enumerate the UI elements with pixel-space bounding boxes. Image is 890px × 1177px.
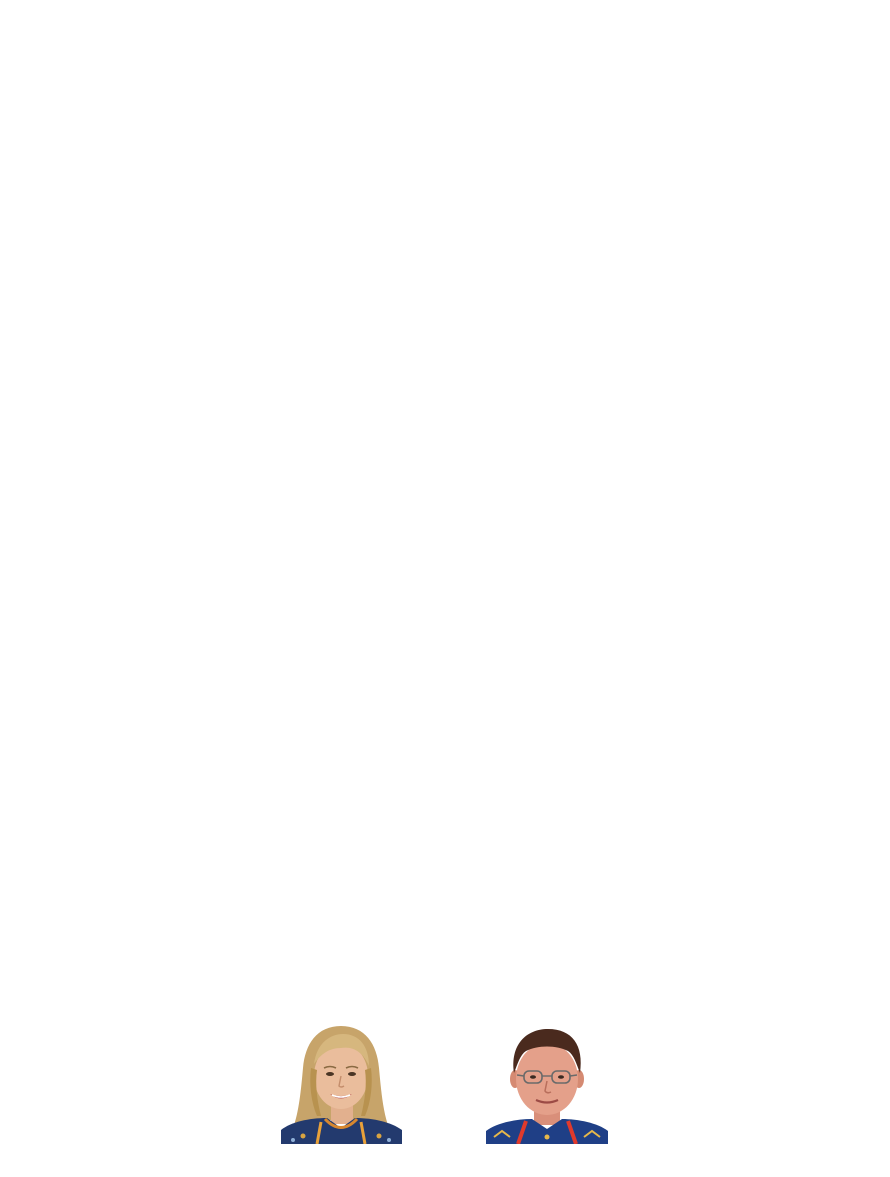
- portrait-photo-man: [486, 1027, 608, 1144]
- portrait-photo-woman: [281, 1024, 402, 1144]
- portrait-man-drawing: [486, 1027, 608, 1144]
- portrait-woman-drawing: [281, 1024, 402, 1144]
